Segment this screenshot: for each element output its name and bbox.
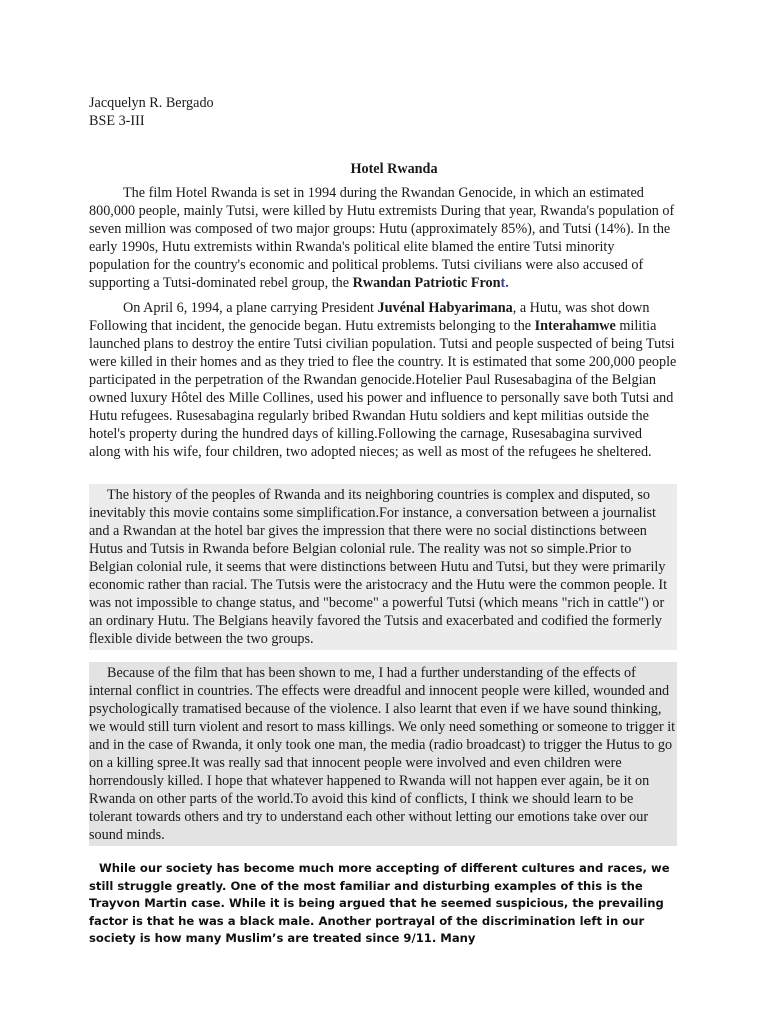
paragraph-genocide-part2: , a Hutu, was shot down Following that incident, the genocide began. Hutu extremists belonging to the	[89, 300, 650, 334]
author-name: Jacquelyn R. Bergado	[89, 95, 214, 111]
paragraph-society	[89, 860, 677, 948]
paragraph-reflection-highlighted	[89, 662, 677, 846]
paragraph-genocide	[89, 299, 677, 461]
militia-name: Interahamwe	[534, 318, 616, 334]
paragraph-society-text: While our society has become much more accepting of different cultures and races, we still struggle greatly. One of the most familiar and disturbing examples of this is the Trayvon Martin case. While it is being argued that he seemed suspicious, the prevailing factor is that he was a black male. Another portrayal of the discrimination left in our society is how many Muslim’s are treated since 9/11. Many	[89, 861, 670, 945]
document-title: Hotel Rwanda	[350, 161, 438, 177]
paragraph-intro-text: The film Hotel Rwanda is set in 1994 during the Rwandan Genocide, in which an estimated 800,000 people, mainly Tutsi, were killed by Hutu extremists During that year, Rwanda's population of seven million was composed of two major groups: Hutu (approximately 85%), and Tutsi (14%). In the early 1990s, Hutu extremists within Rwanda's political elite blamed the entire Tutsi minority population for the country's economic and political problems. Tutsi civilians were also accused of supporting a Tutsi-dominated rebel group, the	[89, 185, 675, 291]
document-header	[89, 94, 389, 130]
rpf-bold-end: t.	[500, 275, 509, 291]
paragraph-genocide-part1: On April 6, 1994, a plane carrying President	[123, 300, 378, 316]
paragraph-intro	[89, 184, 677, 292]
paragraph-history-text: The history of the peoples of Rwanda and its neighboring countries is complex and disputed, so inevitably this movie contains some simplification.For instance, a conversation between a journalist and a Rwandan at the hotel bar gives the impression that there were no social distinctions between Hutus and Tutsis in Rwanda before Belgian colonial rule. The reality was not so simple.Prior to Belgian colonial rule, it seems that were distinctions between Hutu and Tutsi, but they were primarily economic rather than racial. The Tutsis were the aristocracy and the Hutu were the common people. It was not impossible to change status, and "become" a powerful Tutsi (which means "rich in cattle") or an ordinary Hutu. The Belgians heavily favored the Tutsis and exacerbated and codified the formerly flexible divide between the two groups.	[89, 487, 668, 647]
president-name: Juvénal Habyarimana	[377, 300, 513, 316]
paragraph-history-highlighted	[89, 484, 677, 650]
class-section: BSE 3-III	[89, 113, 145, 129]
paragraph-reflection-text: Because of the film that has been shown to me, I had a further understanding of the effects of internal conflict in countries. The effects were dreadful and innocent people were killed, wounded and psychologically tramatised because of the violence. I also learnt that even if we have sound thinking, we would still turn violent and resort to mass killings. We only need something or someone to trigger it and in the case of Rwanda, it only took one man, the media (radio broadcast) to trigger the Hutus to go on a killing spree.It was really sad that innocent people were involved and even children were horrendously killed. I hope that whatever happened to Rwanda will not happen ever again, be it on Rwanda on other parts of the world.To avoid this kind of conflicts, I think we should learn to be tolerant towards others and try to understand each other without letting our emotions take over our sound minds.	[89, 665, 676, 843]
paragraph-genocide-part3: militia launched plans to destroy the entire Tutsi civilian population. Tutsi and people suspected of being Tutsi were killed in their homes and as they tried to flee the country. It is estimated that some 200,000 people participated in the perpetration of the Rwandan genocide.Hotelier Paul Rusesabagina of the Belgian owned luxury Hôtel des Mille Collines, used his power and influence to personally save both Tutsi and Hutu refugees. Rusesabagina regularly bribed Rwandan Hutu soldiers and kept militias outside the hotel's property during the hundred days of killing.Following the carnage, Rusesabagina survived along with his wife, four children, two adopted nieces; as well as most of the refugees he sheltered.	[89, 318, 677, 460]
rpf-bold-text: Rwandan Patriotic Fron	[352, 275, 501, 291]
